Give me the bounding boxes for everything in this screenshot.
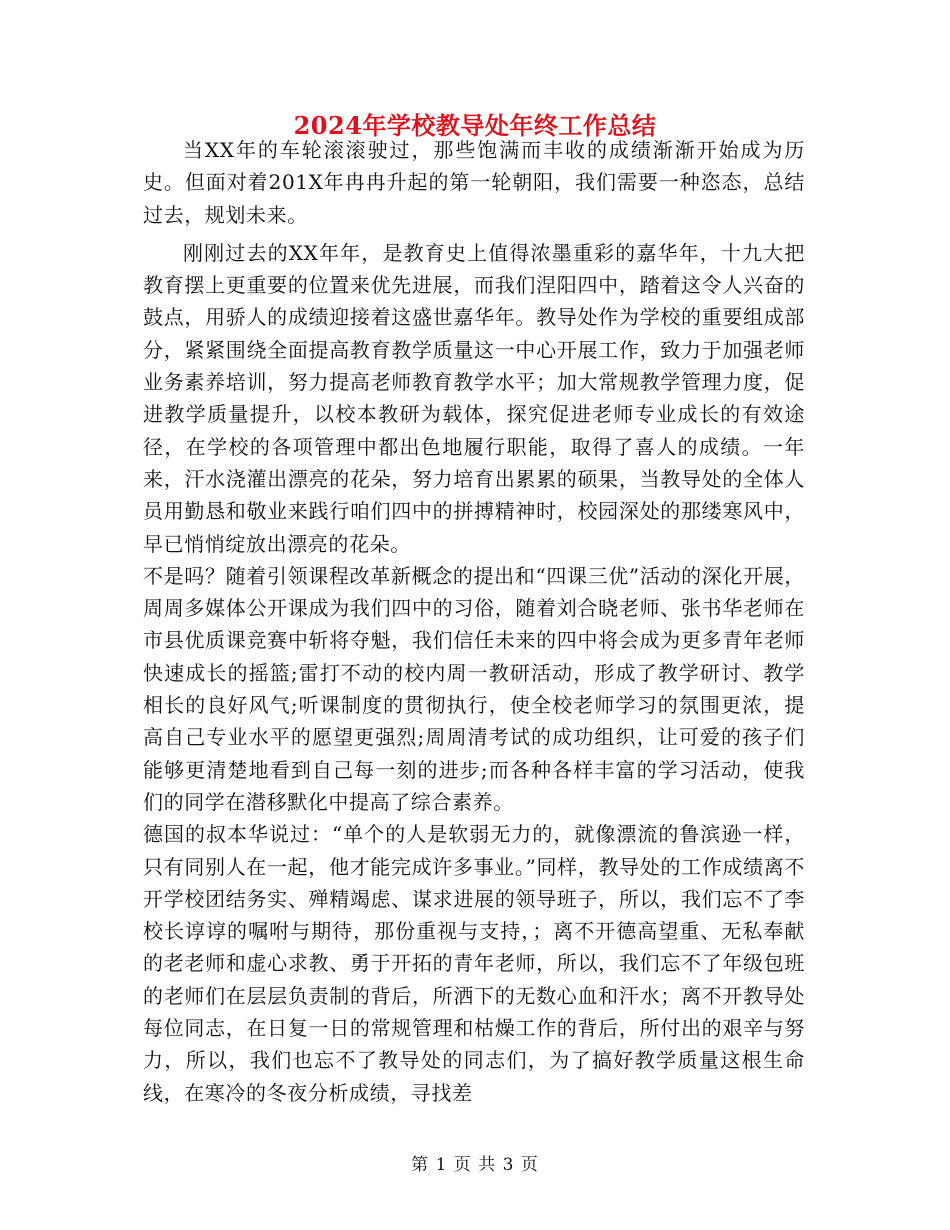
- paragraph-review: 刚刚过去的XX年年，是教育史上值得浓墨重彩的嘉华年，十九大把教育摆上更重要的位置来优先进展，而我们涅阳四中，踏着这令人兴奋的鼓点，用骄人的成绩迎接着这盛世嘉华年。教导处作为学校的重要组成部分，紧紧围绕全面提高教育教学质量这一中心开展工作，致力于加强老师业务素养培训，努力提高老师教育教学水平；加大常规教学管理力度，促进教学质量提升，以校本教研为载体，探究促进老师专业成长的有效途径，在学校的各项管理中都出色地履行职能，取得了喜人的成绩。一年来，汗水浇灌出漂亮的花朵，努力培育出累累的硕果，当教导处的全体人员用勤恳和敬业来践行咱们四中的拼搏精神时，校园深处的那缕寒风中，早已悄悄绽放出漂亮的花朵。: [143, 240, 805, 556]
- document-title: 2024年学校教导处年终工作总结: [293, 111, 657, 140]
- document-body: [143, 134, 805, 1109]
- paragraph-intro: 当XX年的车轮滚滚驶过，那些饱满而丰收的成绩渐渐开始成为历史。但面对着201X年冉冉升起的第一轮朝阳，我们需要一种恣态，总结过去，规划未来。: [143, 138, 805, 227]
- paragraph-activities: 不是吗？随着引领课程改革新概念的提出和“四课三优”活动的深化开展，周周多媒体公开课成为我们四中的习俗，随着刘合晓老师、张书华老师在市县优质课竞赛中斩将夺魁，我们信任未来的四中将会成为更多青年老师快速成长的摇篮;雷打不动的校内周一教研活动，形成了教学研讨、教学相长的良好风气;听课制度的贯彻执行，使全校老师学习的氛围更浓，提高自己专业水平的愿望更强烈;周周清考试的成功组织，让可爱的孩子们能够更清楚地看到自己每一刻的进步;而各种各样丰富的学习活动，使我们的同学在潜移默化中提高了综合素养。: [143, 563, 805, 814]
- page-footer: 第 1 页 共 3 页: [411, 1155, 539, 1175]
- paragraph-thanks: 德国的叔本华说过：“单个的人是软弱无力的，就像漂流的鲁滨逊一样，只有同别人在一起，他才能完成许多事业。”同样，教导处的工作成绩离不开学校团结务实、殚精竭虑、谋求进展的领导班子，所以，我们忘不了李校长谆谆的嘱咐与期待，那份重视与支持，；离不开德高望重、无私奉献的老老师和虚心求教、勇于开拓的青年老师，所以，我们忘不了年级包班的老师们在层层负责制的背后，所洒下的无数心血和汗水；离不开教导处每位同志，在日复一日的常规管理和枯燥工作的背后，所付出的艰辛与努力，所以，我们也忘不了教导处的同志们，为了搞好教学质量这根生命线，在寒冷的冬夜分析成绩，寻找差: [143, 822, 805, 1105]
